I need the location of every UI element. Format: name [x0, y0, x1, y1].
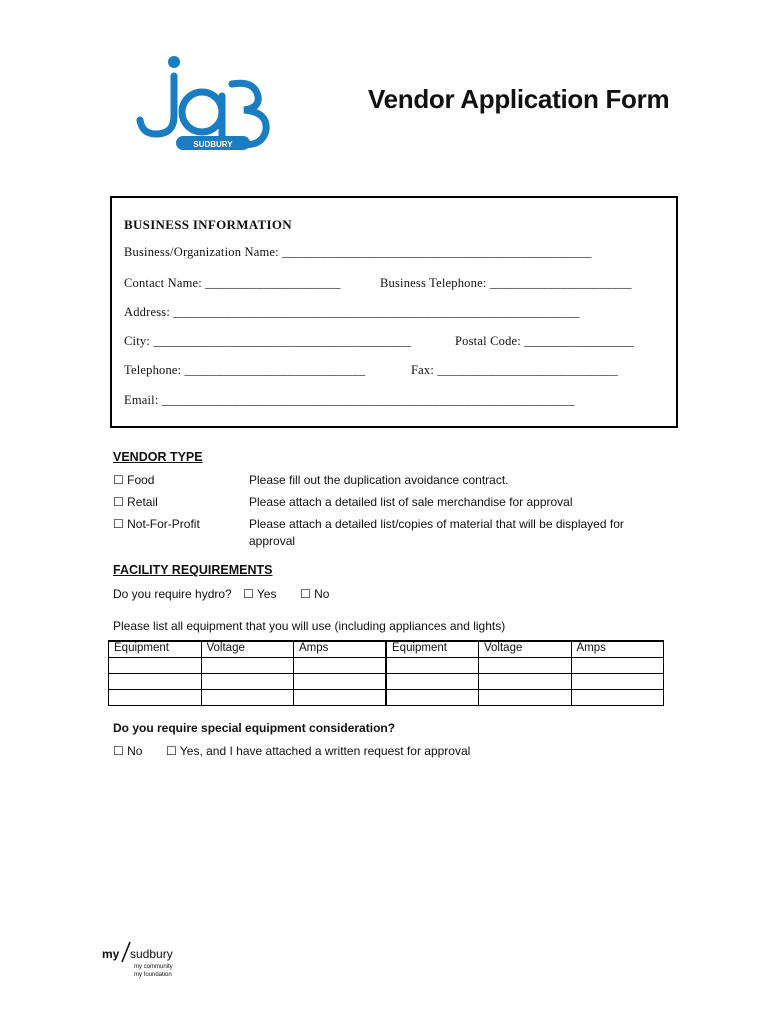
food-note: Please fill out the duplication avoidance contract.: [249, 473, 509, 487]
jab-sudbury-logo: [136, 54, 276, 154]
table-header-row: [109, 641, 664, 658]
food-checkbox[interactable]: ☐: [113, 473, 124, 487]
table-cell[interactable]: [109, 690, 202, 706]
form-title: Vendor Application Form: [368, 84, 670, 114]
special-yes-option[interactable]: [166, 744, 470, 758]
vendor-nonprofit-option[interactable]: [113, 517, 200, 531]
vendor-retail-option[interactable]: [113, 495, 158, 509]
mysudbury-logo: [100, 940, 180, 980]
hydro-no-label: No: [314, 587, 330, 601]
table-cell[interactable]: [479, 674, 572, 690]
hydro-yes-label: Yes: [256, 587, 277, 601]
table-cell[interactable]: [386, 658, 479, 674]
special-no-label: No: [127, 744, 143, 758]
nonprofit-note: Please attach a detailed list/copies of material that will be displayed for approval: [249, 517, 624, 548]
table-row: [109, 674, 664, 690]
hydro-yes-option[interactable]: [243, 587, 276, 601]
special-no-option[interactable]: [113, 744, 142, 758]
table-cell[interactable]: [571, 674, 664, 690]
col-amps-1: Amps: [294, 641, 387, 658]
table-cell[interactable]: [571, 690, 664, 706]
svg-text:my community: my community: [134, 964, 173, 970]
col-voltage-1: Voltage: [201, 641, 294, 658]
col-equipment-2: Equipment: [386, 641, 479, 658]
hydro-no-checkbox[interactable]: ☐: [300, 587, 311, 601]
special-no-checkbox[interactable]: ☐: [113, 744, 124, 758]
retail-label: Retail: [127, 495, 158, 509]
table-cell[interactable]: [571, 658, 664, 674]
svg-text:my foundation: my foundation: [134, 972, 172, 978]
city-field[interactable]: City: ________________________________________: [124, 334, 412, 348]
special-equipment-question: Do you require special equipment consideration?: [113, 721, 396, 735]
business-info-heading: BUSINESS INFORMATION: [124, 217, 292, 232]
table-cell[interactable]: [479, 690, 572, 706]
retail-checkbox[interactable]: ☐: [113, 495, 124, 509]
table-cell[interactable]: [479, 658, 572, 674]
nonprofit-label: Not-For-Profit: [127, 517, 200, 531]
hydro-question: Do you require hydro?: [113, 587, 232, 601]
col-voltage-2: Voltage: [479, 641, 572, 658]
postal-code-field[interactable]: Postal Code: _________________: [455, 334, 634, 348]
table-cell[interactable]: [294, 674, 387, 690]
table-cell[interactable]: [201, 658, 294, 674]
telephone-field[interactable]: Telephone: ____________________________: [124, 363, 366, 377]
contact-name-field[interactable]: Contact Name: _____________________: [124, 276, 341, 290]
table-cell[interactable]: [386, 690, 479, 706]
email-field[interactable]: Email: ________________________________________________________________: [124, 393, 575, 407]
special-yes-label: Yes, and I have attached a written request for approval: [179, 744, 471, 758]
business-telephone-field[interactable]: Business Telephone: ______________________: [380, 276, 632, 290]
vendor-type-heading: VENDOR TYPE: [113, 450, 203, 464]
equipment-prompt: Please list all equipment that you will use (including appliances and lights): [113, 619, 506, 633]
col-equipment-1: Equipment: [109, 641, 202, 658]
food-label: Food: [127, 473, 155, 487]
svg-text:my: my: [102, 947, 120, 961]
org-name-field[interactable]: Business/Organization Name: ________________________________________________: [124, 245, 592, 259]
vendor-food-option[interactable]: [113, 473, 154, 487]
address-field[interactable]: Address: _______________________________________________________________: [124, 305, 580, 319]
hydro-yes-checkbox[interactable]: ☐: [243, 587, 254, 601]
col-amps-2: Amps: [571, 641, 664, 658]
table-cell[interactable]: [294, 690, 387, 706]
table-cell[interactable]: [109, 658, 202, 674]
facility-requirements-heading: FACILITY REQUIREMENTS: [113, 563, 273, 577]
logo-subtext: SUDBURY: [193, 140, 233, 149]
nonprofit-checkbox[interactable]: ☐: [113, 517, 124, 531]
table-cell[interactable]: [201, 674, 294, 690]
table-cell[interactable]: [201, 690, 294, 706]
table-cell[interactable]: [294, 658, 387, 674]
retail-note: Please attach a detailed list of sale merchandise for approval: [249, 495, 573, 509]
hydro-no-option[interactable]: [300, 587, 329, 601]
table-row: [109, 658, 664, 674]
svg-text:sudbury: sudbury: [130, 947, 173, 961]
table-cell[interactable]: [109, 674, 202, 690]
special-yes-checkbox[interactable]: ☐: [166, 744, 177, 758]
equipment-table: [108, 640, 664, 706]
fax-field[interactable]: Fax: ____________________________: [411, 363, 618, 377]
table-row: [109, 690, 664, 706]
table-cell[interactable]: [386, 674, 479, 690]
